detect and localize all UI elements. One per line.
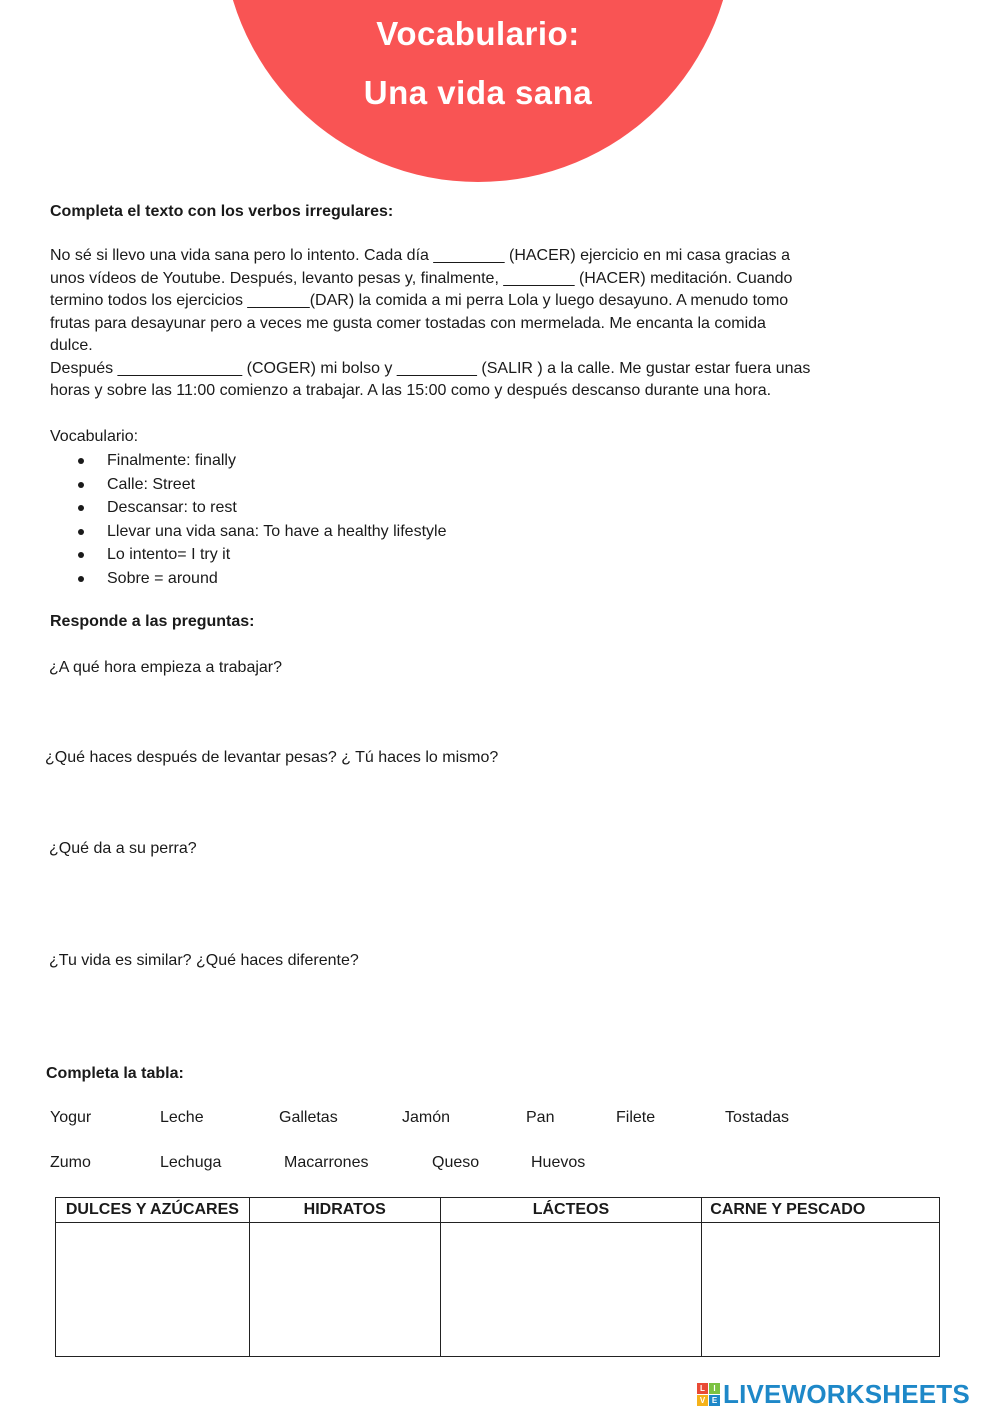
- logo-letter: I: [709, 1383, 720, 1394]
- logo-letter: E: [709, 1395, 720, 1406]
- paragraph-line: No sé si llevo una vida sana pero lo intento. Cada día ________ (HACER) ejercicio en mi casa gracias a: [50, 247, 790, 264]
- food-word[interactable]: Leche: [160, 1109, 204, 1126]
- question-3: ¿Qué da a su perra?: [49, 840, 197, 857]
- paragraph-line: frutas para desayunar pero a veces me gusta comer tostadas con mermelada. Me encanta la comida: [50, 314, 766, 332]
- liveworksheets-logo: [697, 1376, 970, 1412]
- logo-letter: L: [697, 1383, 708, 1394]
- food-category-table: [55, 1197, 940, 1357]
- food-word[interactable]: Macarrones: [284, 1154, 369, 1171]
- column-header-carne: CARNE Y PESCADO: [702, 1198, 940, 1223]
- food-word[interactable]: Queso: [432, 1154, 480, 1171]
- column-header-hidratos: HIDRATOS: [249, 1198, 440, 1223]
- food-word[interactable]: Galletas: [279, 1109, 338, 1126]
- paragraph-line: unos vídeos de Youtube. Después, levanto pesas y, finalmente, ________ (HACER) meditación. Cuando: [50, 269, 793, 287]
- paragraph-line: horas y sobre las 11:00 comienzo a trabajar. A las 15:00 como y después descanso durante una hora.: [50, 382, 772, 399]
- drop-zone-lacteos[interactable]: [440, 1223, 702, 1357]
- paragraph-line: dulce.: [50, 337, 93, 354]
- food-word[interactable]: Tostadas: [725, 1109, 790, 1126]
- column-header-lacteos: LÁCTEOS: [440, 1198, 702, 1223]
- food-word[interactable]: Pan: [526, 1109, 555, 1126]
- column-header-dulces: DULCES Y AZÚCARES: [56, 1198, 250, 1223]
- drop-zone-dulces[interactable]: [56, 1223, 250, 1357]
- logo-letter: V: [697, 1395, 708, 1406]
- table-instruction: Completa la tabla:: [46, 1065, 184, 1082]
- vocabulary-title: Vocabulario:: [50, 428, 139, 445]
- food-word[interactable]: Huevos: [531, 1154, 586, 1171]
- questions-instruction: Responde a las preguntas:: [50, 613, 255, 630]
- vocabulary-item: Lo intento= I try it: [72, 543, 446, 567]
- vocabulary-item: Llevar una vida sana: To have a healthy lifestyle: [72, 520, 446, 544]
- page-title: Vocabulario:: [376, 15, 580, 52]
- question-4: ¿Tu vida es similar? ¿Qué haces diferente?: [49, 952, 359, 969]
- brand-mark-icon: [697, 1383, 720, 1406]
- food-word[interactable]: Filete: [616, 1109, 656, 1126]
- question-1: ¿A qué hora empieza a trabajar?: [49, 659, 283, 676]
- exercise1-instruction: Completa el texto con los verbos irregulares:: [50, 203, 394, 220]
- vocabulary-item: Calle: Street: [72, 473, 446, 497]
- drop-zone-carne[interactable]: [702, 1223, 940, 1357]
- food-word[interactable]: Jamón: [402, 1109, 451, 1126]
- paragraph-line: termino todos los ejercicios _______(DAR) la comida a mi perra Lola y luego desayuno. A menudo tomo: [50, 292, 789, 309]
- question-2: ¿Qué haces después de levantar pesas? ¿ Tú haces lo mismo?: [45, 749, 499, 766]
- food-word[interactable]: Yogur: [50, 1109, 92, 1126]
- page-subtitle: Una vida sana: [363, 74, 593, 111]
- vocabulary-item: Descansar: to rest: [72, 496, 446, 520]
- paragraph-line: Después ______________ (COGER) mi bolso y _________ (SALIR ) a la calle. Me gustar estar fuera unas: [50, 359, 811, 377]
- food-word[interactable]: Lechuga: [160, 1154, 222, 1171]
- vocabulary-list: [72, 449, 446, 591]
- exercise1-paragraph: [50, 245, 850, 403]
- drop-zone-hidratos[interactable]: [249, 1223, 440, 1357]
- brand-name: LIVEWORKSHEETS: [723, 1378, 970, 1409]
- food-word[interactable]: Zumo: [50, 1154, 91, 1171]
- vocabulary-item: Sobre = around: [72, 567, 446, 591]
- vocabulary-item: Finalmente: finally: [72, 449, 446, 473]
